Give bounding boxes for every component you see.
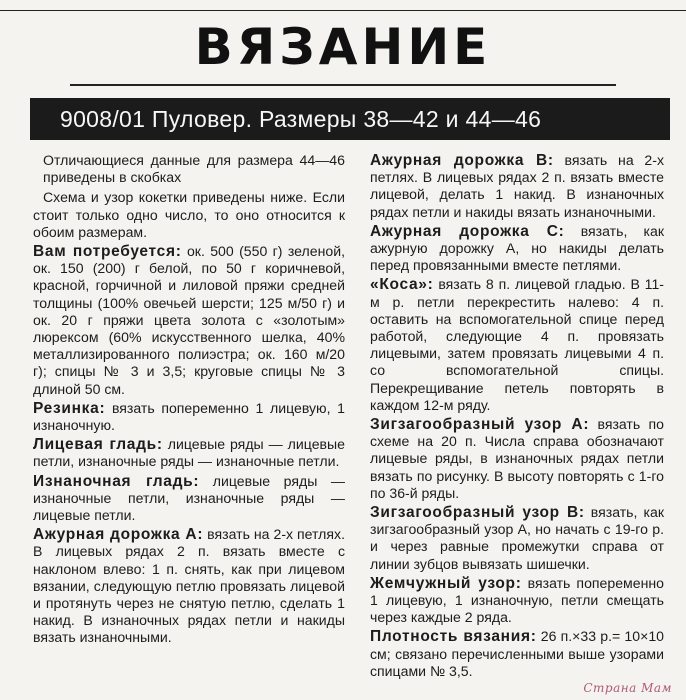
lace-b-paragraph bbox=[370, 152, 664, 221]
cable-paragraph bbox=[370, 276, 664, 414]
lace-b-text: вязать на 2-х петлях. В лицевых рядах 2 п. вязать вместе лицевой, делать 1 накид. В изнаночных рядах петли и накиды вязать изнаночными. bbox=[370, 152, 664, 220]
scheme-note: Схема и узор кокетки приведены ниже. Если стоит только одно число, то оно относится к обоим размерам. bbox=[33, 189, 345, 240]
pearl-paragraph bbox=[370, 575, 664, 627]
rib-text: вязать попеременно 1 лицевую, 1 изнаночную. bbox=[33, 399, 345, 434]
zigzag-a-heading: Зигзагообразный узор А: bbox=[370, 416, 590, 434]
stocking-heading: Лицевая гладь: bbox=[33, 436, 163, 454]
rib-paragraph bbox=[33, 400, 345, 434]
materials-heading: Вам потребуется: bbox=[33, 243, 182, 261]
stocking-text: лицевые ряды — лицевые петли, изнаночные ряды — изнаночные петли. bbox=[33, 436, 345, 470]
gauge-text: 26 п.×33 р.= 10×10 см; связано перечисленными выше узорами спицами № 3,5. bbox=[370, 628, 664, 679]
pearl-text: вязать попеременно 1 лицевую, 1 изнаночную, петли смещать через каждые 2 ряда. bbox=[370, 574, 664, 626]
reverse-text: лицевые ряды — изнаночные петли, изнаночные ряды — лицевые петли. bbox=[33, 472, 345, 524]
lace-a-heading: Ажурная дорожка А: bbox=[33, 526, 204, 544]
zigzag-b-text: вязать, как зигзагообразный узор А, но начать с 19-го р. и через равные промежутки справа от линии зубцов вывязать шишечки. bbox=[370, 504, 664, 572]
lace-c-text: вязать, как ажурную дорожку А, но накиды делать перед провязанными вместе петлями. bbox=[370, 222, 664, 274]
size-note: Отличающиеся данные для размера 44—46 приведены в скобках bbox=[43, 152, 345, 186]
gauge-paragraph bbox=[370, 628, 664, 680]
left-column bbox=[33, 152, 345, 649]
materials-text: ок. 500 (550 г) зеленой, ок. 150 (200) г белой, по 50 г коричневой, красной, горчичной и лиловой пряжи средней толщины (100% овечьей шерсти; 125 м/50 г) и ок. 20 г пряжи цвета золота с «золотым» люрексом (60% искусственного шелка, 40% металлизированного полиэстра; ок. 160 м/20 г); спицы № 3 и 3,5; круговые спицы № 3 длиной 50 см. bbox=[33, 243, 345, 397]
lace-a-text: вязать на 2-х петлях. В лицевых рядах 2 п. вязать вместе с наклоном влево: 1 п. снять, как при лицевом вязании, следующую петлю провязать лицевой и протянуть через не снятую петлю, сделать 1 накид. В изнаночных рядах петли и накиды вязать изнаночными. bbox=[33, 526, 345, 646]
cable-heading: «Коса»: bbox=[370, 276, 434, 294]
lace-c-paragraph bbox=[370, 223, 664, 275]
stocking-paragraph bbox=[33, 436, 345, 470]
page-title: ВЯЗАНИЕ bbox=[194, 18, 492, 76]
lace-a-paragraph bbox=[33, 526, 345, 646]
rib-heading: Резинка: bbox=[33, 399, 106, 417]
reverse-heading: Изнаночная гладь: bbox=[33, 472, 200, 490]
pattern-heading-bar: 9008/01 Пуловер. Размеры 38—42 и 44—46 bbox=[30, 98, 670, 140]
zigzag-b-heading: Зигзагообразный узор В: bbox=[370, 504, 585, 522]
gauge-heading: Плотность вязания: bbox=[370, 628, 537, 646]
zigzag-a-text: вязать по схеме на 20 п. Числа справа обозначают лицевые ряды, в изнаночных рядах петли вязать по рисунку. В высоту повторять с 1-го по 36-й ряды. bbox=[370, 416, 664, 501]
zigzag-a-paragraph bbox=[370, 416, 664, 502]
lace-b-heading: Ажурная дорожка В: bbox=[370, 152, 554, 169]
lace-c-heading: Ажурная дорожка С: bbox=[370, 222, 565, 240]
reverse-paragraph bbox=[33, 473, 345, 525]
pearl-heading: Жемчужный узор: bbox=[370, 574, 522, 592]
top-rule bbox=[0, 10, 686, 11]
materials-paragraph bbox=[33, 243, 345, 398]
right-column bbox=[370, 152, 664, 682]
site-watermark: Страна Мам bbox=[583, 681, 672, 695]
zigzag-b-paragraph bbox=[370, 504, 664, 573]
cable-text: вязать 8 п. лицевой гладью. В 11-м р. петли перекрестить налево: 4 п. оставить на вспомогательной спице перед работой, следующие 4 п. провязать лицевыми, затем провязать лицевыми 4 п. со вспомогательной спицы. Перекрещивание петель повторять в каждом 12-м ряду. bbox=[370, 276, 665, 413]
title-underline bbox=[70, 84, 616, 86]
